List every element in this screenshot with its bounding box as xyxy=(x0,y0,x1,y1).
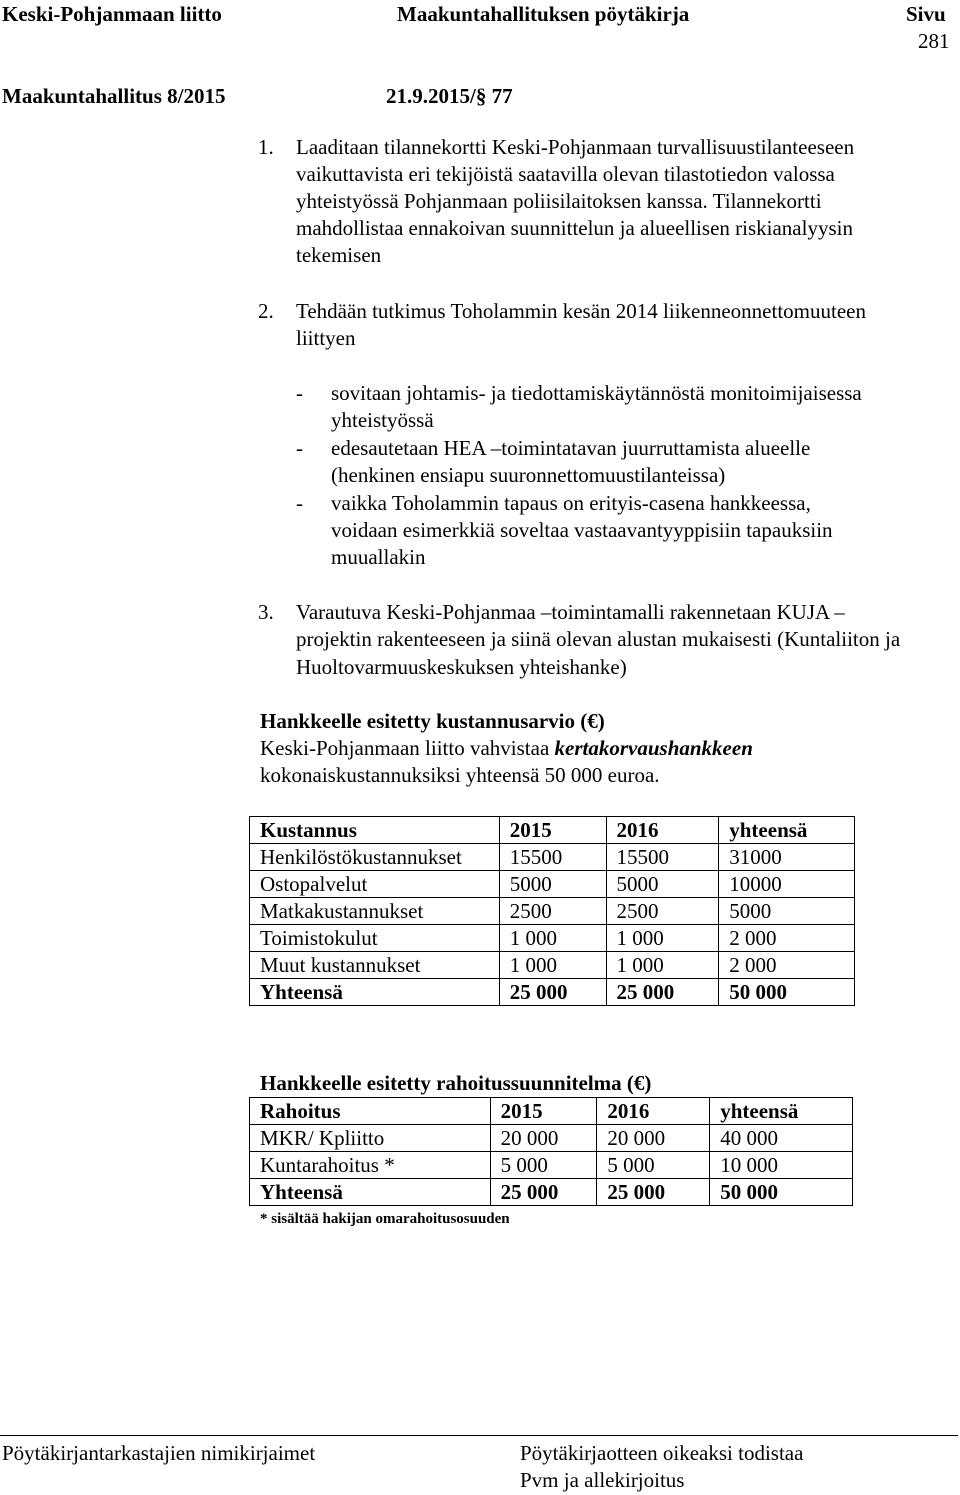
table-total-row xyxy=(250,979,855,1006)
table-cell: 2 000 xyxy=(719,952,855,979)
bullet-text-line: muuallakin xyxy=(331,545,426,569)
page-number: 281 xyxy=(918,29,950,53)
table-cell: 1 000 xyxy=(499,925,606,952)
table-header-cell: 2016 xyxy=(597,1098,710,1125)
table-header-row xyxy=(250,1098,853,1125)
bullet-dash: - xyxy=(296,491,303,515)
footer-date-signature-label: Pvm ja allekirjoitus xyxy=(520,1468,685,1492)
table-cell: 40 000 xyxy=(710,1125,853,1152)
funding-table xyxy=(249,1097,853,1206)
bullet-text-line: sovitaan johtamis- ja tiedottamiskäytännöstä monitoimijaisessa xyxy=(331,381,862,405)
table-cell: 50 000 xyxy=(719,979,855,1006)
item-text-line: vaikuttavista eri tekijöistä saatavilla olevan tilastotiedon valossa xyxy=(296,162,835,186)
table-cell: Muut kustannukset xyxy=(250,952,500,979)
footer-certification-label: Pöytäkirjaotteen oikeaksi todistaa xyxy=(520,1441,804,1465)
item-text-line: mahdollistaa ennakoivan suunnittelun ja alueellisen riskianalyysin xyxy=(296,216,853,240)
item-number: 2. xyxy=(258,299,274,323)
table-cell: 5000 xyxy=(719,898,855,925)
table-row xyxy=(250,925,855,952)
bullet-text-line: (henkinen ensiapu suuronnettomuustilanteissa) xyxy=(331,463,726,487)
budget-heading: Hankkeelle esitetty kustannusarvio (€) xyxy=(260,709,605,733)
table-cell: 1 000 xyxy=(606,952,719,979)
table-row xyxy=(250,952,855,979)
bullet-text-line: vaikka Toholammin tapaus on erityis-casena hankkeessa, xyxy=(331,491,811,515)
table-cell: 1 000 xyxy=(499,952,606,979)
table-cell: MKR/ Kpliitto xyxy=(250,1125,491,1152)
table-cell: Henkilöstökustannukset xyxy=(250,844,500,871)
table-cell: 25 000 xyxy=(606,979,719,1006)
table-row xyxy=(250,1152,853,1179)
document-type: Maakuntahallituksen pöytäkirja xyxy=(397,2,690,26)
budget-text-line xyxy=(260,735,753,761)
footer-initials-label: Pöytäkirjantarkastajien nimikirjaimet xyxy=(2,1441,316,1465)
table-cell: Kuntarahoitus * xyxy=(250,1152,491,1179)
table-cell: 5000 xyxy=(606,871,719,898)
meeting-label: Maakuntahallitus 8/2015 xyxy=(2,84,226,108)
table-cell: Yhteensä xyxy=(250,1179,491,1206)
table-header-cell: yhteensä xyxy=(710,1098,853,1125)
item-text-line: liittyen xyxy=(296,326,356,350)
table-cell: 2 000 xyxy=(719,925,855,952)
budget-text-emphasis: kertakorvaushankkeen xyxy=(554,736,753,760)
item-text-line: tekemisen xyxy=(296,243,382,267)
table-cell: 10 000 xyxy=(710,1152,853,1179)
table-cell: Ostopalvelut xyxy=(250,871,500,898)
date-section: 21.9.2015/§ 77 xyxy=(386,84,513,108)
table-cell: Yhteensä xyxy=(250,979,500,1006)
table-cell: 20 000 xyxy=(597,1125,710,1152)
table-cell: 15500 xyxy=(499,844,606,871)
table-cell: 50 000 xyxy=(710,1179,853,1206)
footer-divider xyxy=(0,1435,958,1436)
table-cell: 1 000 xyxy=(606,925,719,952)
table-cell: Matkakustannukset xyxy=(250,898,500,925)
bullet-dash: - xyxy=(296,436,303,460)
table-header-cell: 2015 xyxy=(499,817,606,844)
table-cell: 25 000 xyxy=(490,1179,597,1206)
table-cell: 2500 xyxy=(606,898,719,925)
table-cell: 5 000 xyxy=(490,1152,597,1179)
table-header-row xyxy=(250,817,855,844)
budget-text-before: Keski-Pohjanmaan liitto vahvistaa xyxy=(260,736,555,760)
table-row xyxy=(250,844,855,871)
table-total-row xyxy=(250,1179,853,1206)
table-cell: 15500 xyxy=(606,844,719,871)
item-text-line: Huoltovarmuuskeskuksen yhteishanke) xyxy=(296,655,627,679)
table-cell: 31000 xyxy=(719,844,855,871)
table-header-cell: Rahoitus xyxy=(250,1098,491,1125)
item-text-line: Laaditaan tilannekortti Keski-Pohjanmaan turvallisuustilanteeseen xyxy=(296,135,855,159)
table-cell: Toimistokulut xyxy=(250,925,500,952)
table-header-cell: 2016 xyxy=(606,817,719,844)
bullet-text-line: yhteistyössä xyxy=(331,408,434,432)
item-text-line: yhteistyössä Pohjanmaan poliisilaitoksen kanssa. Tilannekortti xyxy=(296,189,822,213)
item-number: 3. xyxy=(258,600,274,624)
table-cell: 5000 xyxy=(499,871,606,898)
table-row xyxy=(250,1125,853,1152)
table-header-cell: Kustannus xyxy=(250,817,500,844)
funding-footnote: * sisältää hakijan omarahoitusosuuden xyxy=(260,1211,510,1227)
bullet-dash: - xyxy=(296,381,303,405)
table-cell: 5 000 xyxy=(597,1152,710,1179)
item-text-line: Tehdään tutkimus Toholammin kesän 2014 liikenneonnettomuuteen xyxy=(296,299,866,323)
item-text-line: projektin rakenteeseen ja siinä olevan alustan mukaisesti (Kuntaliiton ja xyxy=(296,627,901,651)
page-label: Sivu xyxy=(906,2,946,26)
item-number: 1. xyxy=(258,135,274,159)
budget-text-line: kokonaiskustannuksiksi yhteensä 50 000 euroa. xyxy=(260,763,660,787)
budget-table xyxy=(249,816,855,1006)
bullet-text-line: voidaan esimerkkiä soveltaa vastaavantyyppisiin tapauksiin xyxy=(331,518,833,542)
table-row xyxy=(250,871,855,898)
table-header-cell: yhteensä xyxy=(719,817,855,844)
item-text-line: Varautuva Keski-Pohjanmaa –toimintamalli rakennetaan KUJA – xyxy=(296,600,845,624)
table-row xyxy=(250,898,855,925)
funding-heading: Hankkeelle esitetty rahoitussuunnitelma (€) xyxy=(260,1071,652,1095)
table-cell: 2500 xyxy=(499,898,606,925)
table-cell: 25 000 xyxy=(597,1179,710,1206)
org-name: Keski-Pohjanmaan liitto xyxy=(2,2,222,26)
table-cell: 20 000 xyxy=(490,1125,597,1152)
table-cell: 25 000 xyxy=(499,979,606,1006)
bullet-text-line: edesautetaan HEA –toimintatavan juurruttamista alueelle xyxy=(331,436,811,460)
table-cell: 10000 xyxy=(719,871,855,898)
table-header-cell: 2015 xyxy=(490,1098,597,1125)
